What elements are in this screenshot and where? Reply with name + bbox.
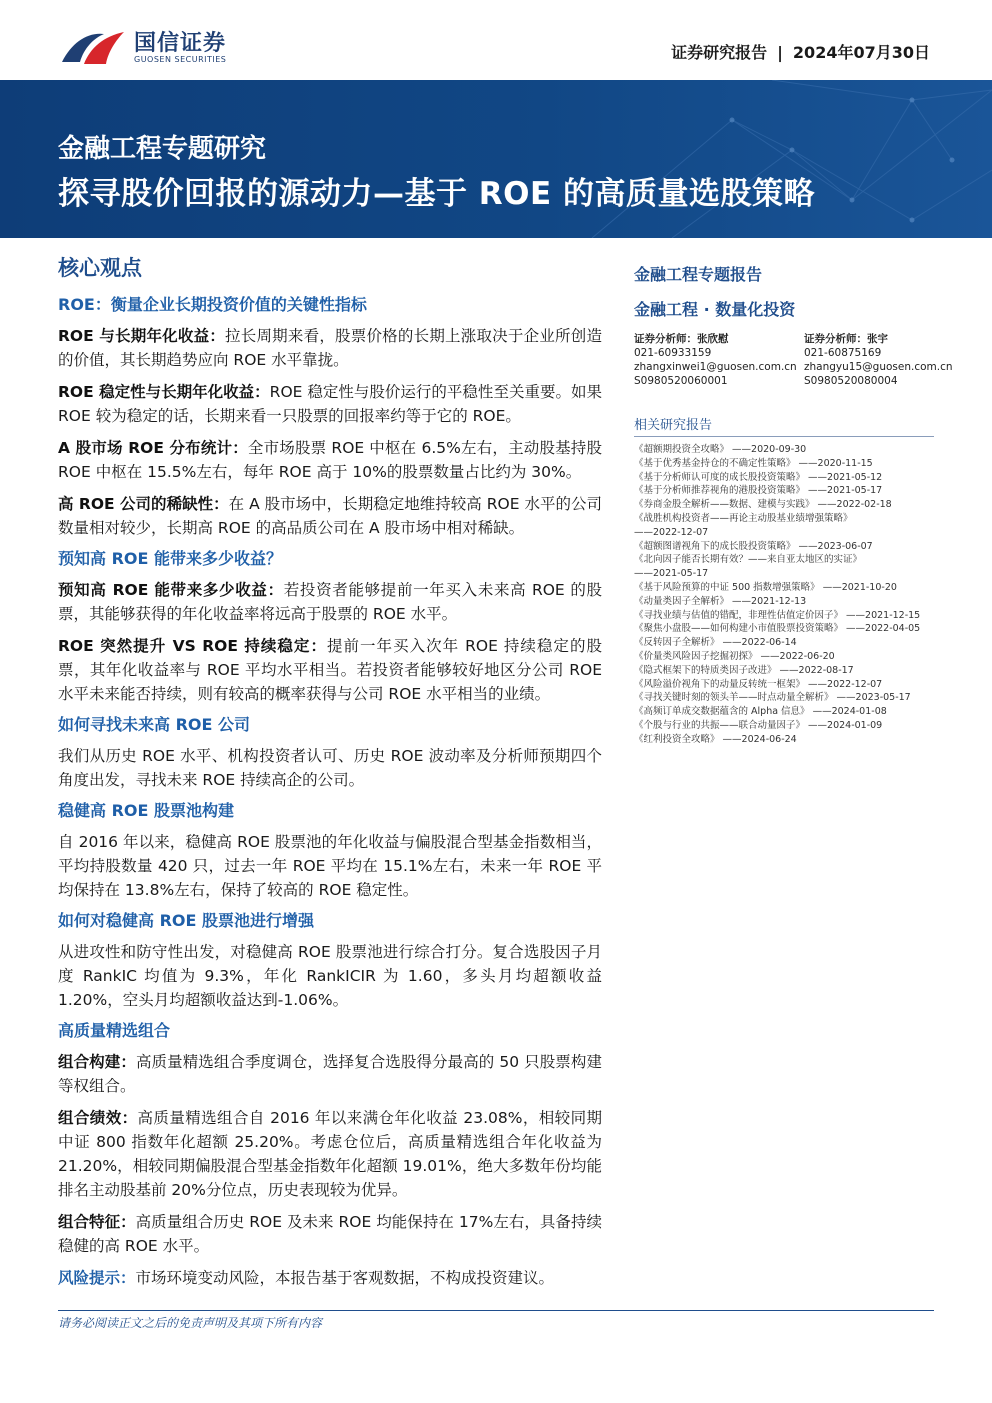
logo-mark-icon [58,24,130,68]
company-logo [58,24,248,68]
paragraph-lead: 高 ROE 公司的稀缺性： [58,495,229,513]
section-heading: 如何寻找未来高 ROE 公司 [58,715,250,734]
section-paragraph [58,1050,602,1098]
footer-divider [58,1310,934,1311]
section-paragraph [58,744,602,792]
page-header [0,0,992,80]
paragraph-text: 从进攻性和防守性出发，对稳健高 ROE 股票池进行综合打分。复合选股因子月度 RankIC 均值为 9.3%，年化 RankICIR 为 1.60，多头月均超额收益 1.20%，空头月均超额收益达到-1.06%。 [58,943,602,1009]
paragraph-text: 高质量精选组合季度调仓，选择复合选股得分最高的 50 只股票构建等权组合。 [58,1053,602,1095]
section-heading: 如何对稳健高 ROE 股票池进行增强 [58,911,314,930]
related-report-item[interactable]: 《超额图谱视角下的成长股投资策略》 ——2023-06-07 [634,540,873,552]
paragraph-lead: ROE 与长期年化收益： [58,327,226,345]
paragraph-lead: 组合特征： [58,1213,136,1231]
core-views-heading: 核心观点 [58,256,142,280]
meta-separator: | [777,43,783,62]
disclaimer-note: 请务必阅读正文之后的免责声明及其项下所有内容 [58,1316,323,1330]
related-report-item[interactable]: 《券商金股全解析——数据、建模与实践》 ——2022-02-18 [634,499,892,511]
related-report-item[interactable]: 《寻找关键时刻的领头羊——时点动量全解析》 ——2023-05-17 [634,692,911,704]
sidebar [634,262,953,747]
paragraph-text: 我们从历史 ROE 水平、机构投资者认可、历史 ROE 波动率及分析师预期四个角度出发，寻找未来 ROE 持续高企的公司。 [58,747,602,789]
related-report-item[interactable]: 《基于优秀基金持仓的不确定性策略》 ——2020-11-15 [634,457,873,469]
analyst-card [634,332,797,388]
related-report-item[interactable]: ——2022-12-07 [634,526,709,538]
section-heading: 稳健高 ROE 股票池构建 [58,801,234,820]
paragraph-text: 若投资者能够提前一年买入未来高 ROE 的股票，其能够获得的年化收益率将远高于股票的 ROE 水平。 [58,581,602,623]
report-subcategory: 金融工程 · 数量化投资 [634,300,796,319]
related-report-item[interactable]: 《高频订单成交数据蕴含的 Alpha 信息》 ——2024-01-08 [634,706,887,718]
paragraph-lead: ROE 稳定性与长期年化收益： [58,383,270,401]
paragraph-text: 高质量精选组合自 2016 年以来满仓年化收益 23.08%，相较同期中证 800 指数年化超额 25.20%。考虑仓位后，高质量精选组合年化收益为 21.20%，相较同期偏股混合型基金指数年化超额 19.01%，绝大多数年份均能排名主动股基前 20%分位点，历史表现较为优异。 [58,1109,602,1199]
report-category: 金融工程专题报告 [634,265,763,284]
related-report-item[interactable]: 《基于分析师推荐视角的港股投资策略》 ——2021-05-17 [634,485,883,497]
paragraph-lead: 组合构建： [58,1053,136,1071]
related-report-item[interactable]: 《北向因子能否长期有效？——来自亚太地区的实证》 [634,554,863,566]
risk-note [58,1266,602,1290]
section-heading: 高质量精选组合 [58,1021,171,1040]
related-report-item[interactable]: 《动量类因子全解析》 ——2021-12-13 [634,595,807,607]
section-paragraph [58,436,602,484]
logo-text-cn: 国信证券 [134,31,227,56]
related-report-item[interactable]: 《寻找业绩与估值的错配，非理性估值定价因子》 ——2021-12-15 [634,609,921,621]
paragraph-lead: ROE 突然提升 VS ROE 持续稳定： [58,637,327,655]
paragraph-lead: 预知高 ROE 能带来多少收益： [58,581,284,599]
related-reports-heading: 相关研究报告 [634,414,934,437]
related-report-item[interactable]: 《聚焦小盘股——如何构建小市值股票投资策略》 ——2022-04-05 [634,623,921,635]
related-report-item[interactable]: 《反转因子全解析》 ——2022-06-14 [634,637,797,649]
paragraph-lead: A 股市场 ROE 分布统计： [58,439,248,457]
section-paragraph [58,324,602,372]
paragraph-text: 拉长周期来看，股票价格的长期上涨取决于企业所创造的价值，其长期趋势应向 ROE 水平靠拢。 [58,327,602,369]
section-paragraph [58,380,602,428]
related-report-item[interactable]: 《价量类风险因子挖掘初探》 ——2022-06-20 [634,650,835,662]
paragraph-text: ROE 稳定性与股价运行的平稳性至关重要。如果 ROE 较为稳定的话，长期来看一只股票的回报率约等于它的 ROE。 [58,383,602,425]
analyst-name: 证券分析师：张宇 [804,333,888,345]
analyst-email[interactable]: zhangxinwei1@guosen.com.cn [634,361,797,373]
banner-decoration [472,80,992,238]
section-heading: 预知高 ROE 能带来多少收益？ [58,549,282,568]
core-sections [58,294,602,1258]
analyst-cert: S0980520080004 [804,375,898,387]
report-subtitle: 金融工程专题研究 [58,134,267,164]
title-banner [0,80,992,238]
paragraph-text: 在 A 股市场中，长期稳定地维持较高 ROE 水平的公司数量相对较少，长期高 ROE 的高品质公司在 A 股市场中相对稀缺。 [58,495,602,537]
paragraph-text: 高质量组合历史 ROE 及未来 ROE 均能保持在 17%左右，具备持续稳健的高 ROE 水平。 [58,1213,602,1255]
risk-text: 市场环境变动风险，本报告基于客观数据，不构成投资建议。 [135,1269,555,1287]
analyst-name: 证券分析师：张欣慰 [634,333,729,345]
section-paragraph [58,830,602,902]
paragraph-text: 提前一年买入次年 ROE 持续稳定的股票，其年化收益率与 ROE 平均水平相当。若投资者能够较好地区分公司 ROE 水平未来能否持续，则有较高的概率获得与公司 ROE 水平相当的业绩。 [58,637,602,703]
related-report-item[interactable]: 《个股与行业的共振——联合动量因子》 ——2024-01-09 [634,719,883,731]
analyst-phone: 021-60875169 [804,347,882,359]
section-paragraph [58,634,602,706]
analyst-card [804,332,953,388]
report-date: 2024年07月30日 [792,43,930,62]
analyst-cert: S0980520060001 [634,375,728,387]
section-paragraph [58,940,602,1012]
section-paragraph [58,578,602,626]
section-paragraph [58,1210,602,1258]
related-report-item[interactable]: 《隐式框架下的特质类因子改进》 ——2022-08-17 [634,664,854,676]
related-reports-list [634,443,934,747]
paragraph-text: 全市场股票 ROE 中枢在 6.5%左右，主动股基持股 ROE 中枢在 15.5%左右，每年 ROE 高于 10%的股票数量占比约为 30%。 [58,439,602,481]
related-report-item[interactable]: 《基于风险预算的中证 500 指数增强策略》 ——2021-10-20 [634,581,897,593]
paragraph-text: 自 2016 年以来，稳健高 ROE 股票池的年化收益与偏股混合型基金指数相当，平均持股数量 420 只，过去一年 ROE 平均在 15.1%左右，未来一年 ROE 平均保持在 13.8%左右，保持了较高的 ROE 稳定性。 [58,833,602,899]
analyst-email[interactable]: zhangyu15@guosen.com.cn [804,361,953,373]
analyst-list [634,332,953,388]
section-paragraph [58,492,602,540]
related-report-item[interactable]: 《基于分析师认可度的成长股投资策略》 ——2021-05-12 [634,471,883,483]
related-report-item[interactable]: 《风险溢价视角下的动量反转统一框架》 ——2022-12-07 [634,678,883,690]
report-type: 证券研究报告 [671,43,768,62]
section-paragraph [58,1106,602,1202]
related-report-item[interactable]: 《超额期投资全攻略》 ——2020-09-30 [634,444,807,455]
section-heading: ROE：衡量企业长期投资价值的关键性指标 [58,295,367,314]
report-meta [671,40,930,63]
core-views-column [58,252,602,1290]
report-title: 探寻股价回报的源动力—基于 ROE 的高质量选股策略 [58,176,815,212]
related-report-item[interactable]: ——2021-05-17 [634,568,709,580]
related-report-item[interactable]: 《红利投资全攻略》 ——2024-06-24 [634,733,797,745]
risk-label: 风险提示： [58,1269,136,1287]
analyst-phone: 021-60933159 [634,347,712,359]
paragraph-lead: 组合绩效： [58,1109,138,1127]
logo-text-en: GUOSEN SECURITIES [134,55,227,64]
related-report-item[interactable]: 《战胜机构投资者——再论主动股基业绩增强策略》 [634,512,853,524]
